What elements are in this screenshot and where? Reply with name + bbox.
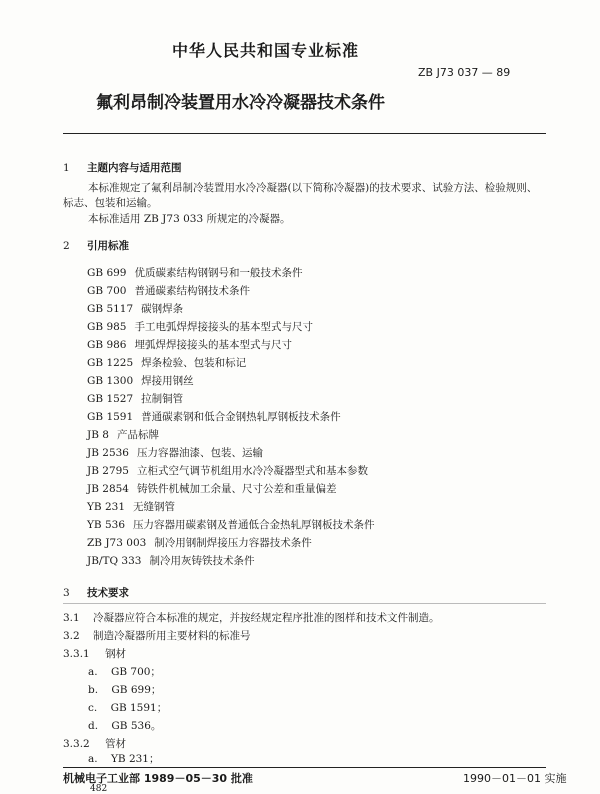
document-title: 氟利昂制冷装置用水冷冷凝器技术条件 xyxy=(96,93,385,113)
reference-title: 焊条检验、包装和标记 xyxy=(141,357,247,369)
clause-text: 冷凝器应符合本标准的规定，并按经规定程序批准的图样和技术文件制造。 xyxy=(93,612,440,624)
reference-item xyxy=(87,337,292,352)
item-value: GB 1591； xyxy=(110,702,168,714)
reference-code: GB 1527 xyxy=(87,393,134,405)
reference-title: 产品标牌 xyxy=(116,429,159,441)
item-label: c. xyxy=(88,702,98,714)
approval-line: 机械电子工业部 1989－05－30 批准 xyxy=(63,772,253,785)
section-title: 技术要求 xyxy=(87,587,130,599)
item-label: d. xyxy=(88,720,99,732)
reference-code: GB 986 xyxy=(87,339,127,351)
effective-date: 1990－01－01 实施 xyxy=(463,772,567,785)
standard-org: 中华人民共和国专业标准 xyxy=(172,41,360,60)
standard-code: ZB J73 037 — 89 xyxy=(418,66,511,79)
section-title: 主题内容与适用范围 xyxy=(87,162,182,174)
list-item xyxy=(88,719,161,734)
reference-title: 手工电弧焊焊接接头的基本型式与尺寸 xyxy=(134,321,313,333)
reference-item xyxy=(87,517,375,532)
reference-title: 压力容器用碳素钢及普通低合金热轧厚钢板技术条件 xyxy=(133,519,375,531)
reference-item xyxy=(87,445,263,460)
reference-title: 普通碳素钢和低合金钢热轧厚钢板技术条件 xyxy=(141,411,341,423)
section-number: 1 xyxy=(63,162,70,174)
reference-item xyxy=(87,355,246,370)
clause-text: 管材 xyxy=(105,738,127,750)
reference-code: GB 1591 xyxy=(87,411,134,423)
reference-title: 碳钢焊条 xyxy=(141,303,184,315)
reference-item xyxy=(87,463,368,478)
clause-3-1 xyxy=(63,611,440,626)
reference-code: ZB J73 003 xyxy=(87,537,147,549)
section-title: 引用标准 xyxy=(87,240,130,252)
reference-title: 铸铁件机械加工余量、尺寸公差和重量偏差 xyxy=(137,483,337,495)
reference-item xyxy=(87,535,312,550)
reference-title: 无缝钢管 xyxy=(133,501,176,513)
paragraph-line: 本标准规定了氟利昂制冷装置用水冷冷凝器(以下简称冷凝器)的技术要求、试验方法、检验规则、 xyxy=(88,182,538,194)
reference-code: JB 2854 xyxy=(87,483,129,495)
section-1-heading xyxy=(63,160,182,175)
list-item xyxy=(88,701,167,716)
footer-rule xyxy=(63,767,546,768)
reference-code: JB 2536 xyxy=(87,447,129,459)
item-label: b. xyxy=(88,684,99,696)
item-label: a. xyxy=(88,666,98,678)
reference-item xyxy=(87,283,250,298)
clause-text: 钢材 xyxy=(105,648,127,660)
reference-item xyxy=(87,427,159,442)
clause-number: 3.1 xyxy=(63,612,80,624)
item-label: a. xyxy=(88,753,98,765)
reference-title: 制冷用灰铸铁技术条件 xyxy=(149,555,255,567)
item-value: GB 700； xyxy=(110,666,161,678)
reference-code: GB 5117 xyxy=(87,303,134,315)
reference-item xyxy=(87,553,254,568)
reference-title: 优质碳素结构钢钢号和一般技术条件 xyxy=(134,267,303,279)
list-item xyxy=(88,665,161,680)
reference-code: GB 699 xyxy=(87,267,127,279)
list-item xyxy=(88,752,159,767)
reference-title: 立柜式空气调节机组用水冷冷凝器型式和基本参数 xyxy=(137,465,368,477)
clause-3-3-1 xyxy=(63,647,126,662)
reference-code: YB 231 xyxy=(87,501,126,513)
page-number: 482 xyxy=(90,784,108,794)
paragraph-line: 标志、包装和运输。 xyxy=(63,197,158,209)
reference-code: GB 1225 xyxy=(87,357,134,369)
reference-item xyxy=(87,301,183,316)
reference-item xyxy=(87,319,313,334)
reference-item xyxy=(87,265,302,280)
reference-title: 焊接用钢丝 xyxy=(141,375,194,387)
reference-code: JB 8 xyxy=(87,429,109,441)
reference-title: 制冷用钢制焊接压力容器技术条件 xyxy=(154,537,312,549)
reference-code: GB 1300 xyxy=(87,375,134,387)
clause-number: 3.2 xyxy=(63,630,80,642)
reference-code: GB 700 xyxy=(87,285,127,297)
item-value: GB 699； xyxy=(111,684,162,696)
item-value: GB 536。 xyxy=(111,720,162,732)
reference-item xyxy=(87,373,194,388)
clause-3-2 xyxy=(63,629,251,644)
reference-title: 拉制铜管 xyxy=(141,393,184,405)
item-value: YB 231； xyxy=(110,753,160,765)
reference-code: GB 985 xyxy=(87,321,127,333)
clause-3-3-2 xyxy=(63,737,126,752)
header-rule xyxy=(63,133,546,134)
reference-code: JB 2795 xyxy=(87,465,129,477)
section-3-heading xyxy=(63,585,129,600)
clause-text: 制造冷凝器所用主要材料的标准号 xyxy=(93,630,251,642)
reference-item xyxy=(87,391,183,406)
reference-title: 压力容器油漆、包装、运输 xyxy=(137,447,263,459)
section-number: 3 xyxy=(63,587,70,599)
reference-item xyxy=(87,481,337,496)
list-item xyxy=(88,683,161,698)
section-2-heading xyxy=(63,238,129,253)
section-rule xyxy=(63,603,546,604)
reference-title: 普通碳素结构钢技术条件 xyxy=(134,285,250,297)
reference-item xyxy=(87,409,341,424)
reference-code: JB/TQ 333 xyxy=(87,555,142,567)
reference-item xyxy=(87,499,175,514)
clause-number: 3.3.2 xyxy=(63,738,90,750)
reference-code: YB 536 xyxy=(87,519,126,531)
section-number: 2 xyxy=(63,240,70,252)
reference-title: 埋弧焊焊接接头的基本型式与尺寸 xyxy=(134,339,292,351)
clause-number: 3.3.1 xyxy=(63,648,90,660)
paragraph-line: 本标准适用 ZB J73 033 所规定的冷凝器。 xyxy=(88,213,291,225)
